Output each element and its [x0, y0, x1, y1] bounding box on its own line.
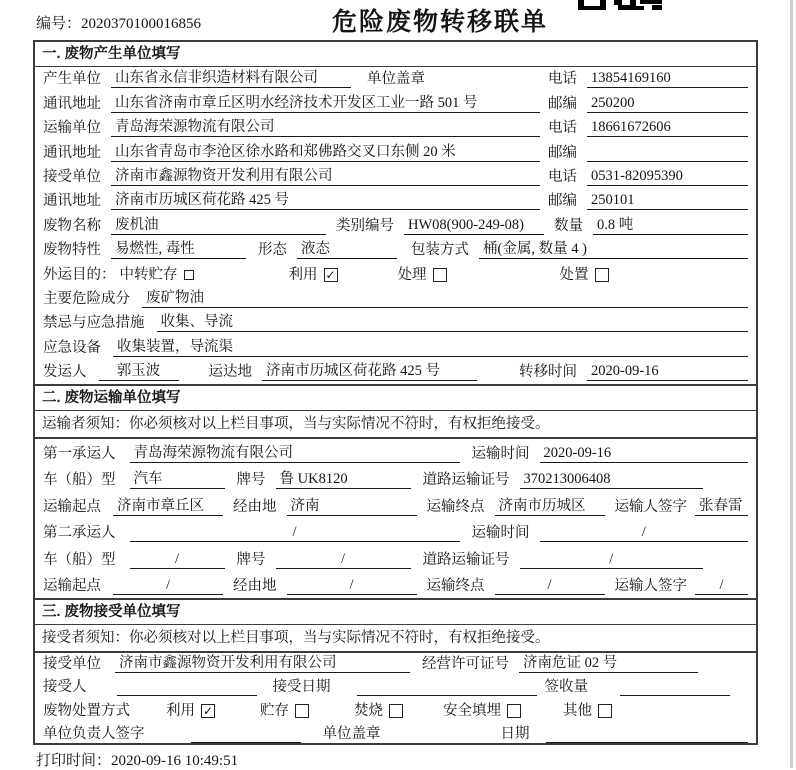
- second-carrier-value: /: [130, 523, 460, 542]
- route-start2-value: /: [113, 576, 223, 595]
- carrier-signature2-value: /: [695, 576, 748, 595]
- receiving-unit-value: 济南市鑫源物资开发利用有限公司: [115, 654, 410, 673]
- zip-label: 邮编: [548, 144, 577, 161]
- manifest-table: [33, 40, 758, 745]
- permit-number-label: 经营许可证号: [422, 656, 509, 673]
- category-code-value: HW08(900-249-08): [404, 216, 544, 235]
- waste-name-value: 废机油: [111, 216, 326, 235]
- row-transfer-purpose: [35, 262, 756, 286]
- address-label: 通讯地址: [43, 95, 101, 112]
- route-start-value: 济南市章丘区: [113, 497, 223, 516]
- route-via-label: 经由地: [233, 498, 277, 515]
- row-waste-name: [35, 213, 756, 237]
- row-unit-signature: [35, 723, 756, 746]
- row-first-carrier: [35, 439, 756, 466]
- checkbox-treatment: [433, 268, 447, 282]
- sign-date-value: [546, 725, 749, 743]
- transporter-value: 青岛海荣源物流有限公司: [111, 118, 540, 137]
- emergency-equipment-label: 应急设备: [43, 339, 101, 356]
- row-recipient: [35, 676, 756, 699]
- packaging-value: 桶(金属, 数量 4 ): [479, 240, 748, 259]
- receiver-label: 接受单位: [43, 168, 101, 185]
- producer-zip-value: 250200: [587, 94, 748, 113]
- route-end-value: 济南市历城区: [495, 497, 605, 516]
- row-second-vehicle: [35, 545, 756, 572]
- serial-value: 2020370100016856: [81, 16, 202, 32]
- row-receiving-unit: [35, 653, 756, 676]
- transfer-time-value: 2020-09-16: [587, 362, 748, 381]
- route-via2-value: /: [287, 576, 417, 595]
- unit-seal-label: 单位盖章: [367, 71, 425, 88]
- vehicle-type-label: 车（船）型: [43, 472, 116, 489]
- transport-time-label: 运输时间: [471, 525, 530, 542]
- producer-phone-value: 13854169160: [587, 69, 748, 88]
- disposal-label: 处置: [559, 266, 589, 283]
- checkbox-other: [598, 704, 612, 718]
- form-label: 形态: [258, 242, 287, 259]
- print-time-label: 打印时间：: [36, 753, 112, 769]
- recipient-label: 接受人: [43, 679, 87, 696]
- receive-date-value: [357, 678, 537, 696]
- checkbox-landfill: [507, 704, 521, 718]
- packaging-label: 包装方式: [411, 242, 469, 259]
- transporter-label: 运输单位: [43, 120, 101, 137]
- emergency-measures-value: 收集、导流: [157, 313, 749, 332]
- carrier-signature-value: 张春雷: [695, 497, 748, 516]
- permit-number-value: 济南危证 02 号: [519, 654, 698, 673]
- section3-header: 三. 废物接受单位填写: [35, 598, 756, 625]
- second-carrier-label: 第二承运人: [43, 525, 116, 542]
- row-hazard-components: [35, 287, 756, 311]
- road-license-value: 370213006408: [520, 470, 704, 489]
- transport-time-label: 运输时间: [471, 445, 530, 462]
- destination-label: 运达地: [208, 364, 252, 381]
- checkbox-storage: [295, 704, 309, 718]
- transporter-address-value: 山东省青岛市李沧区徐水路和郑佛路交叉口东侧 20 米: [111, 143, 540, 162]
- hazard-components-value: 废矿物油: [142, 289, 748, 308]
- checkbox-reuse-disposal: ✓: [202, 703, 214, 718]
- first-carrier-value: 青岛海荣源物流有限公司: [130, 444, 460, 463]
- plate-label: 牌号: [236, 472, 266, 489]
- receiver-phone-value: 0531-82095390: [587, 167, 748, 186]
- checkbox-disposal: [595, 268, 609, 282]
- transporter-phone-value: 18661672606: [587, 118, 748, 137]
- vehicle-type2-value: /: [130, 550, 225, 569]
- row-first-vehicle: [35, 466, 756, 493]
- waste-name-label: 废物名称: [43, 217, 101, 234]
- transporter-notice: 运输者须知：你必须核对以上栏目事项，当与实际情况不符时，有权拒绝接受。: [35, 411, 756, 439]
- route-end2-value: /: [495, 576, 605, 595]
- route-via-value: 济南: [287, 497, 417, 516]
- row-waste-properties: [35, 238, 756, 262]
- received-quantity-value: [620, 678, 730, 696]
- hazard-components-label: 主要危险成分: [43, 290, 130, 307]
- received-quantity-label: 签收量: [544, 679, 588, 696]
- producer-label: 产生单位: [43, 71, 101, 88]
- print-time-value: 2020-09-16 10:49:51: [111, 753, 239, 769]
- vehicle-type-label: 车（船）型: [43, 551, 116, 568]
- row-first-route: [35, 492, 756, 519]
- row-producer: [35, 67, 756, 91]
- incineration-label: 焚烧: [354, 702, 383, 719]
- plate-value: 鲁 UK8120: [276, 470, 411, 489]
- emergency-equipment-value: 收集装置，导流渠: [113, 338, 748, 357]
- row-transporter: [35, 116, 756, 140]
- plate2-value: /: [276, 550, 411, 569]
- serial-label: 编号：: [36, 16, 82, 32]
- vehicle-type-value: 汽车: [130, 470, 225, 489]
- quantity-label: 数量: [554, 217, 583, 234]
- route-via-label: 经由地: [233, 578, 277, 595]
- phone-label: 电话: [548, 120, 577, 137]
- other-label: 其他: [563, 702, 592, 719]
- transfer-purpose-label: 外运目的：: [43, 266, 116, 283]
- emergency-measures-label: 禁忌与应急措施: [43, 315, 145, 332]
- address-label: 通讯地址: [43, 144, 101, 161]
- row-second-route: [35, 572, 756, 599]
- first-carrier-label: 第一承运人: [43, 445, 116, 462]
- checkbox-incineration: [389, 704, 403, 718]
- phone-label: 电话: [548, 168, 577, 185]
- zip-label: 邮编: [548, 193, 577, 210]
- shipper-value: 郭玉波: [99, 362, 179, 381]
- form-value: 液态: [297, 240, 397, 259]
- sign-date-label: 日期: [500, 725, 530, 742]
- road-license2-value: /: [520, 550, 704, 569]
- receiver-notice: 接受者须知：你必须核对以上栏目事项，当与实际情况不符时，有权拒绝接受。: [35, 625, 756, 653]
- row-second-carrier: [35, 519, 756, 546]
- road-license-label: 道路运输证号: [422, 551, 510, 568]
- producer-value: 山东省永信非织造材料有限公司: [111, 69, 351, 88]
- waste-properties-value: 易燃性, 毒性: [111, 240, 246, 259]
- phone-label: 电话: [548, 71, 577, 88]
- unit-signature-value: [191, 725, 301, 743]
- address-label: 通讯地址: [43, 193, 101, 210]
- page-title: 危险废物转移联单: [331, 8, 548, 36]
- receiving-unit-label: 接受单位: [43, 656, 101, 673]
- route-start-label: 运输起点: [43, 498, 101, 515]
- row-emergency-measures: [35, 311, 756, 335]
- row-disposal-method: [35, 699, 756, 722]
- unit-seal-label: 单位盖章: [322, 725, 381, 742]
- zip-label: 邮编: [548, 95, 577, 112]
- checkbox-transfer-storage: [184, 270, 194, 280]
- checkbox-reuse: ✓: [325, 267, 336, 282]
- transporter-zip-value: [587, 144, 748, 162]
- landfill-label: 安全填埋: [443, 702, 501, 719]
- receive-date-label: 接受日期: [272, 679, 331, 696]
- waste-properties-label: 废物特性: [43, 242, 101, 259]
- receiver-address-value: 济南市历城区荷花路 425 号: [111, 191, 540, 210]
- shipper-label: 发运人: [43, 364, 87, 381]
- row-shipper: [35, 360, 756, 384]
- carrier-signature-label: 运输人签字: [614, 498, 687, 515]
- producer-address-value: 山东省济南市章丘区明水经济技术开发区工业一路 501 号: [111, 94, 540, 113]
- route-start-label: 运输起点: [43, 578, 101, 595]
- storage-label: 贮存: [260, 702, 289, 719]
- route-end-label: 运输终点: [426, 498, 485, 515]
- transfer-storage-label: 中转贮存: [119, 266, 178, 283]
- reuse-label: 利用: [166, 702, 195, 719]
- row-receiver-address: [35, 189, 756, 213]
- transport-time-value: 2020-09-16: [540, 444, 749, 463]
- receiver-zip-value: 250101: [587, 191, 748, 210]
- reuse-label: 利用: [288, 266, 318, 283]
- page-edge-line: [790, 0, 793, 768]
- transport-time2-value: /: [540, 523, 749, 542]
- row-emergency-equipment: [35, 335, 756, 359]
- category-code-label: 类别编号: [336, 217, 394, 234]
- route-end-label: 运输终点: [426, 578, 485, 595]
- recipient-value: [117, 678, 257, 696]
- transfer-time-label: 转移时间: [519, 364, 577, 381]
- row-transporter-address: [35, 140, 756, 164]
- section1-header: 一. 废物产生单位填写: [35, 42, 756, 67]
- road-license-label: 道路运输证号: [422, 472, 510, 489]
- destination-value: 济南市历城区荷花路 425 号: [262, 362, 477, 381]
- row-receiver: [35, 165, 756, 189]
- unit-signature-label: 单位负责人签字: [43, 725, 145, 742]
- quantity-value: 0.8 吨: [593, 216, 748, 235]
- section2-header: 二. 废物运输单位填写: [35, 384, 756, 411]
- disposal-method-label: 废物处置方式: [43, 702, 130, 719]
- plate-label: 牌号: [236, 551, 266, 568]
- print-time: [36, 749, 238, 770]
- receiver-value: 济南市鑫源物资开发利用有限公司: [111, 167, 540, 186]
- carrier-signature-label: 运输人签字: [614, 578, 687, 595]
- row-producer-address: [35, 91, 756, 115]
- treatment-label: 处理: [397, 266, 427, 283]
